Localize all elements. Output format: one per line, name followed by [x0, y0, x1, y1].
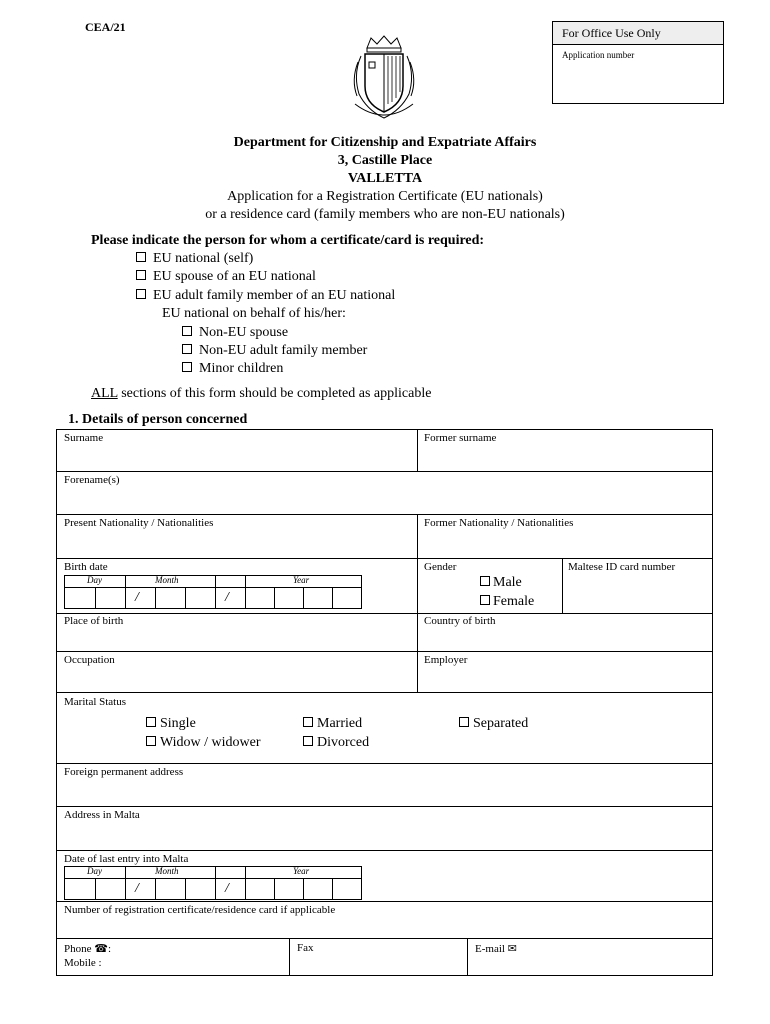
employer-label: Employer	[424, 654, 468, 666]
checkbox[interactable]	[136, 289, 146, 299]
form-code: CEA/21	[85, 20, 126, 34]
surname-label: Surname	[64, 432, 104, 444]
option-non-eu-adult[interactable]	[182, 342, 367, 360]
checkbox[interactable]	[303, 717, 313, 727]
place-of-birth-label: Place of birth	[64, 615, 124, 627]
option-label: Minor children	[199, 361, 284, 376]
marital-status-label: Marital Status	[64, 696, 127, 708]
department-name: Department for Citizenship and Expatriate Affairs	[233, 135, 537, 150]
section-1-title: 1. Details of person concerned	[68, 412, 248, 427]
all-underlined: ALL	[91, 386, 118, 401]
option-non-eu-spouse[interactable]	[182, 324, 288, 342]
month-label: Month	[155, 866, 179, 876]
widow-label: Widow / widower	[160, 735, 261, 750]
marital-widow[interactable]	[146, 735, 261, 751]
form-header	[0, 134, 770, 224]
mobile-label: Mobile :	[64, 957, 102, 969]
former-surname-label: Former surname	[424, 432, 497, 444]
checkbox[interactable]	[182, 362, 192, 372]
last-entry-label: Date of last entry into Malta	[64, 853, 189, 865]
year-label: Year	[293, 575, 310, 585]
forenames-label: Forename(s)	[64, 474, 120, 486]
checkbox[interactable]	[480, 595, 490, 605]
single-label: Single	[160, 716, 196, 731]
application-number-label: Application number	[562, 50, 635, 60]
separated-label: Separated	[473, 716, 529, 731]
email-label: E-mail ✉	[475, 943, 517, 955]
maltese-id-label: Maltese ID card number	[568, 561, 676, 573]
gender-label: Gender	[424, 561, 457, 573]
option-label: Non-EU spouse	[199, 325, 289, 340]
checkbox[interactable]	[146, 717, 156, 727]
date-separator: /	[225, 590, 229, 605]
checkbox[interactable]	[136, 270, 146, 280]
option-label: EU national (self)	[153, 251, 254, 266]
checkbox[interactable]	[146, 736, 156, 746]
foreign-address-label: Foreign permanent address	[64, 766, 184, 778]
checkbox[interactable]	[182, 326, 192, 336]
office-use-box	[552, 21, 724, 104]
address-malta-label: Address in Malta	[64, 809, 140, 821]
option-label: Non-EU adult family member	[199, 343, 368, 358]
occupation-label: Occupation	[64, 654, 115, 666]
option-eu-spouse[interactable]	[136, 268, 316, 286]
behalf-label: EU national on behalf of his/her:	[162, 306, 346, 321]
details-table	[56, 429, 713, 976]
indicate-title: Please indicate the person for whom a certificate/card is required:	[91, 233, 485, 248]
marital-divorced[interactable]	[303, 735, 369, 751]
birth-date-label: Birth date	[64, 561, 108, 573]
gender-female[interactable]	[480, 594, 534, 610]
present-nationality-label: Present Nationality / Nationalities	[64, 517, 214, 529]
option-eu-adult[interactable]	[136, 287, 395, 305]
date-separator: /	[135, 590, 139, 605]
department-city: VALLETTA	[347, 171, 423, 186]
department-address: 3, Castille Place	[337, 153, 433, 168]
checkbox[interactable]	[459, 717, 469, 727]
reg-number-label: Number of registration certificate/residence card if applicable	[64, 904, 336, 916]
divorced-label: Divorced	[317, 735, 370, 750]
form-subtitle-2: or a residence card (family members who are non-EU nationals)	[205, 207, 565, 222]
option-label: EU spouse of an EU national	[153, 269, 316, 284]
option-label: EU adult family member of an EU national	[153, 288, 396, 303]
former-nationality-label: Former Nationality / Nationalities	[424, 517, 574, 529]
day-label: Day	[87, 575, 102, 585]
fax-label: Fax	[297, 942, 314, 954]
male-label: Male	[493, 575, 522, 590]
day-label: Day	[87, 866, 102, 876]
married-label: Married	[317, 716, 363, 731]
option-eu-self[interactable]	[136, 250, 253, 268]
date-separator: /	[225, 881, 229, 896]
gender-male[interactable]	[480, 575, 522, 591]
checkbox[interactable]	[480, 576, 490, 586]
birth-date-grid[interactable]	[64, 575, 362, 609]
last-entry-date-grid[interactable]	[64, 866, 362, 900]
all-note-rest: sections of this form should be completed as applicable	[117, 386, 432, 401]
checkbox[interactable]	[182, 344, 192, 354]
date-separator: /	[135, 881, 139, 896]
office-use-title: For Office Use Only	[553, 22, 723, 45]
checkbox[interactable]	[136, 252, 146, 262]
phone-label: Phone ☎:	[64, 943, 112, 955]
malta-coat-of-arms-icon	[345, 34, 423, 122]
month-label: Month	[155, 575, 179, 585]
country-of-birth-label: Country of birth	[424, 615, 496, 627]
checkbox[interactable]	[303, 736, 313, 746]
marital-married[interactable]	[303, 716, 362, 732]
option-minor-children[interactable]	[182, 360, 283, 378]
marital-separated[interactable]	[459, 716, 528, 732]
female-label: Female	[493, 594, 535, 609]
year-label: Year	[293, 866, 310, 876]
form-subtitle-1: Application for a Registration Certificate (EU nationals)	[227, 189, 543, 204]
marital-single[interactable]	[146, 716, 196, 732]
all-sections-note	[91, 386, 431, 402]
